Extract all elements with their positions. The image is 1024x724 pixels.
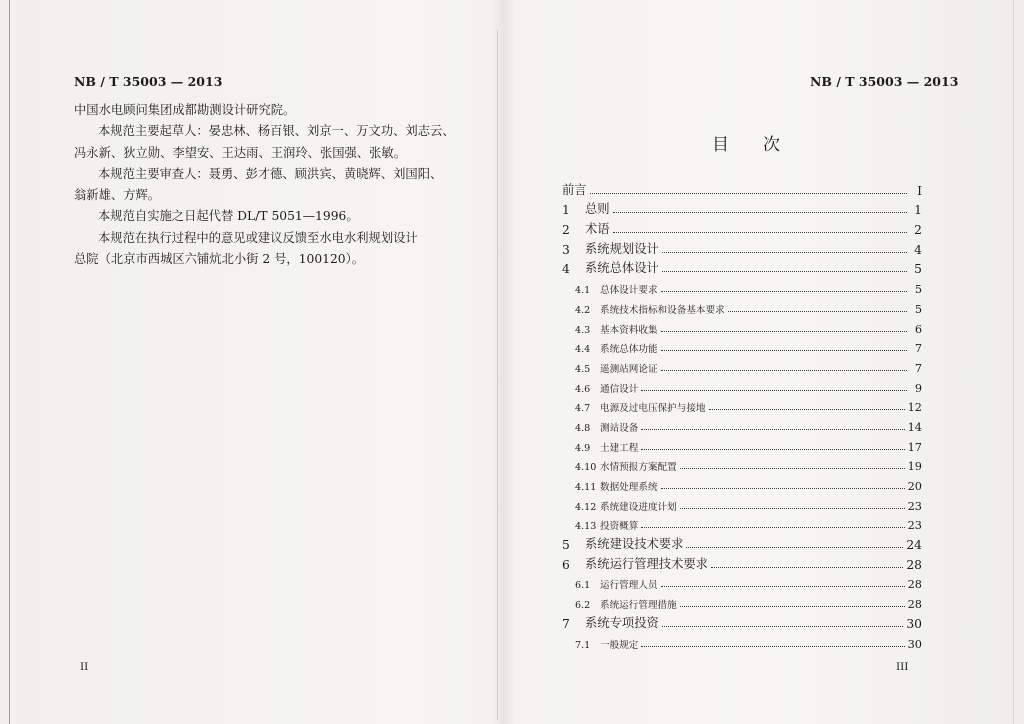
toc-entry-page: 30 (906, 616, 922, 631)
toc-leader-dots (662, 626, 904, 627)
paragraph: 总院（北京市西城区六铺炕北小街 2 号，100120）。 (74, 252, 365, 267)
toc-entry-number: 1 (562, 203, 570, 218)
toc-entry-label: 系统规划设计 (585, 241, 659, 256)
toc-entry[interactable] (562, 217, 922, 237)
toc-entry[interactable] (562, 454, 922, 474)
toc-entry-number: 4.3 (575, 324, 591, 336)
toc-entry-page: 7 (914, 342, 922, 356)
toc-leader-dots (661, 331, 907, 332)
toc-entry-label: 系统总体功能 (600, 344, 658, 356)
toc-leader-dots (641, 449, 904, 450)
toc-entry[interactable] (562, 493, 922, 513)
toc-entry[interactable] (562, 631, 922, 651)
toc-entry-number: 4.4 (575, 344, 591, 356)
toc-entry-label: 通信设计 (600, 383, 639, 395)
toc-entry-label: 一般规定 (600, 639, 639, 651)
toc-entry-label: 系统建设技术要求 (585, 537, 684, 552)
toc-entry-number: 7 (562, 616, 570, 631)
toc-entry[interactable] (562, 414, 922, 434)
toc-entry[interactable] (562, 552, 922, 572)
toc-leader-dots (711, 567, 903, 568)
toc-entry-page: 6 (914, 322, 922, 336)
toc-entry-label: 遥测站网论证 (600, 363, 658, 375)
toc-entry-page: 30 (907, 637, 922, 651)
toc-entry[interactable] (562, 395, 922, 415)
toc-entry-page: 7 (914, 361, 922, 375)
toc-leader-dots (662, 271, 907, 272)
toc-entry[interactable] (562, 257, 922, 277)
toc-entry-number: 3 (562, 242, 570, 257)
toc-entry-number: 4.1 (575, 285, 591, 297)
toc-entry-label: 前言 (562, 182, 587, 197)
toc-entry-label: 水情预报方案配置 (600, 462, 677, 474)
toc-entry-label: 测站设备 (600, 422, 639, 434)
toc-entry-label: 系统技术指标和设备基本要求 (600, 304, 725, 316)
toc-entry[interactable] (562, 532, 922, 552)
toc-leader-dots (641, 646, 904, 647)
toc-leader-dots (590, 193, 907, 194)
toc-entry[interactable] (562, 178, 922, 198)
left-page-body (74, 100, 454, 270)
toc-entry[interactable] (562, 434, 922, 454)
toc-entry-label: 基本资料收集 (600, 324, 658, 336)
toc-entry-number: 6.2 (575, 600, 591, 612)
toc-entry-number: 4.11 (575, 482, 597, 493)
right-page-header: NB / T 35003 — 2013 (810, 74, 959, 89)
toc-leader-dots (613, 232, 907, 233)
toc-entry-label: 运行管理人员 (600, 580, 658, 592)
scan-edge-rule (9, 0, 10, 724)
toc-entry-number: 4.8 (575, 422, 591, 434)
toc-leader-dots (661, 370, 907, 371)
toc-entry-label: 总则 (585, 202, 610, 217)
toc-leader-dots (641, 527, 904, 528)
toc-entry-number: 4.5 (575, 363, 591, 375)
toc-entry-page: 5 (914, 283, 922, 297)
toc-entry-page: 2 (914, 223, 922, 238)
toc-entry[interactable] (562, 336, 922, 356)
toc-entry-label: 数据处理系统 (600, 482, 658, 493)
toc-entry-page: 17 (907, 440, 922, 454)
toc-entry-number: 4.6 (575, 383, 591, 395)
toc-entry-page: 23 (907, 499, 922, 513)
toc-entry-page: I (917, 183, 922, 198)
left-page-header: NB / T 35003 — 2013 (74, 74, 223, 89)
toc-entry-label: 土建工程 (600, 442, 639, 454)
toc-leader-dots (613, 212, 907, 213)
toc-entry-number: 4 (562, 262, 570, 277)
paragraph: 本规范自实施之日起代替 DL/T 5051—1996。 (98, 209, 359, 224)
toc-entry-page: 12 (907, 401, 922, 415)
toc-entry-label: 系统运行管理措施 (600, 600, 677, 612)
toc-leader-dots (728, 311, 907, 312)
page-gutter (497, 30, 498, 720)
toc-leader-dots (662, 252, 907, 253)
toc-entry-number: 6 (562, 557, 570, 572)
toc-leader-dots (680, 606, 905, 607)
toc-entry-number: 7.1 (575, 639, 591, 651)
toc-entry-page: 24 (906, 538, 922, 553)
toc-entry-number: 4.10 (575, 462, 597, 474)
paragraph: 本规范主要起草人：晏忠林、杨百银、刘京一、万文功、刘志云、 (98, 124, 455, 139)
toc-leader-dots (709, 409, 905, 410)
toc-entry-label: 系统专项投资 (585, 615, 659, 630)
toc-entry-number: 5 (562, 538, 570, 553)
toc-entry[interactable] (562, 375, 922, 395)
paragraph: 本规范在执行过程中的意见或建议反馈至水电水利规划设计 (98, 230, 418, 245)
toc-leader-dots (680, 468, 905, 469)
toc-entry-page: 4 (914, 242, 922, 257)
toc-entry[interactable] (562, 473, 922, 493)
toc-entry-page: 14 (907, 420, 922, 434)
toc-entry-page: 28 (906, 557, 922, 572)
toc-entry-page: 1 (914, 203, 922, 218)
toc-entry-number: 4.9 (575, 442, 591, 454)
toc-entry[interactable] (562, 296, 922, 316)
right-page-number: III (896, 661, 909, 673)
paragraph: 冯永新、狄立勋、李望安、王达雨、王润玲、张国强、张敏。 (74, 145, 407, 160)
toc-entry-page: 28 (907, 598, 922, 612)
toc-entry-number: 4.2 (575, 304, 591, 316)
toc-entry[interactable] (562, 572, 922, 592)
toc-entry[interactable] (562, 316, 922, 336)
toc-entry-page: 28 (907, 578, 922, 592)
toc-entry-page: 5 (914, 302, 922, 316)
toc-entry-page: 23 (907, 519, 922, 533)
toc-entry-page: 19 (907, 460, 922, 474)
toc-entry-label: 电源及过电压保护与接地 (600, 403, 706, 415)
toc-entry-label: 术语 (585, 222, 610, 237)
toc-entry-number: 4.13 (575, 521, 597, 533)
toc-leader-dots (680, 508, 905, 509)
toc-entry[interactable] (562, 591, 922, 611)
toc-leader-dots (661, 488, 905, 489)
table-of-contents (562, 178, 922, 651)
left-page-number: II (80, 661, 89, 673)
toc-leader-dots (661, 586, 905, 587)
paragraph: 本规范主要审查人：聂勇、彭才德、顾洪宾、黄晓辉、刘国阳、 (98, 166, 443, 181)
toc-entry-label: 系统运行管理技术要求 (585, 556, 708, 571)
scan-edge-right (1013, 0, 1014, 724)
toc-entry-number: 6.1 (575, 580, 591, 592)
toc-entry-number: 4.12 (575, 501, 597, 513)
paragraph: 中国水电顾问集团成都勘测设计研究院。 (74, 103, 296, 117)
toc-entry-page: 9 (914, 381, 922, 395)
toc-entry-page: 5 (914, 262, 922, 277)
toc-entry[interactable] (562, 198, 922, 218)
toc-entry[interactable] (562, 611, 922, 631)
toc-entry-label: 系统总体设计 (585, 261, 659, 276)
toc-leader-dots (661, 291, 907, 292)
toc-entry[interactable] (562, 513, 922, 533)
toc-title: 目次 (712, 135, 814, 155)
toc-entry-label: 总体设计要求 (600, 285, 658, 297)
toc-entry[interactable] (562, 237, 922, 257)
toc-entry-label: 投资概算 (600, 521, 639, 533)
toc-entry[interactable] (562, 355, 922, 375)
toc-leader-dots (686, 547, 903, 548)
toc-leader-dots (661, 350, 907, 351)
toc-entry-label: 系统建设进度计划 (600, 501, 677, 513)
toc-leader-dots (641, 390, 907, 391)
paragraph: 翁新雄、方辉。 (74, 188, 161, 203)
toc-entry[interactable] (562, 276, 922, 296)
toc-entry-number: 4.7 (575, 403, 591, 415)
toc-entry-page: 20 (907, 480, 922, 493)
toc-leader-dots (641, 429, 904, 430)
toc-entry-number: 2 (562, 223, 570, 238)
